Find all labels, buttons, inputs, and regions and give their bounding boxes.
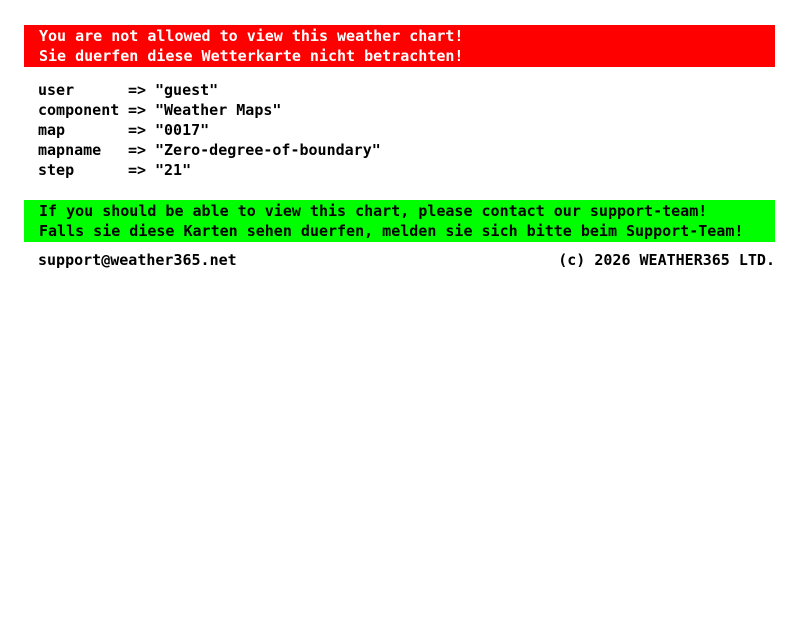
detail-key: map	[38, 121, 66, 139]
detail-key: user	[38, 81, 75, 99]
detail-row-map	[38, 120, 800, 140]
request-details	[38, 80, 800, 180]
detail-arrow: =>	[128, 141, 147, 159]
detail-value: "21"	[155, 161, 192, 179]
detail-row-user	[38, 80, 800, 100]
footer	[38, 250, 775, 270]
detail-arrow: =>	[128, 161, 147, 179]
detail-row-step	[38, 160, 800, 180]
detail-value: "Weather Maps"	[155, 101, 282, 119]
detail-key: component	[38, 101, 120, 119]
support-info-banner	[24, 200, 775, 242]
detail-value: "guest"	[155, 81, 219, 99]
detail-key: step	[38, 161, 75, 179]
access-denied-banner	[24, 25, 775, 67]
detail-key: mapname	[38, 141, 102, 159]
support-line-en: If you should be able to view this chart, please contact our support-team!	[39, 202, 708, 220]
detail-row-mapname	[38, 140, 800, 160]
support-line-de: Falls sie diese Karten sehen duerfen, melden sie sich bitte beim Support-Team!	[39, 222, 744, 240]
support-email: support@weather365.net	[38, 251, 237, 269]
detail-arrow: =>	[128, 101, 147, 119]
copyright-notice: (c) 2026 WEATHER365 LTD.	[558, 251, 775, 269]
detail-arrow: =>	[128, 81, 147, 99]
detail-arrow: =>	[128, 121, 147, 139]
detail-row-component	[38, 100, 800, 120]
detail-value: "Zero-degree-of-boundary"	[155, 141, 381, 159]
access-denied-line-de: Sie duerfen diese Wetterkarte nicht betrachten!	[39, 47, 464, 65]
detail-value: "0017"	[155, 121, 210, 139]
access-denied-line-en: You are not allowed to view this weather chart!	[39, 27, 464, 45]
